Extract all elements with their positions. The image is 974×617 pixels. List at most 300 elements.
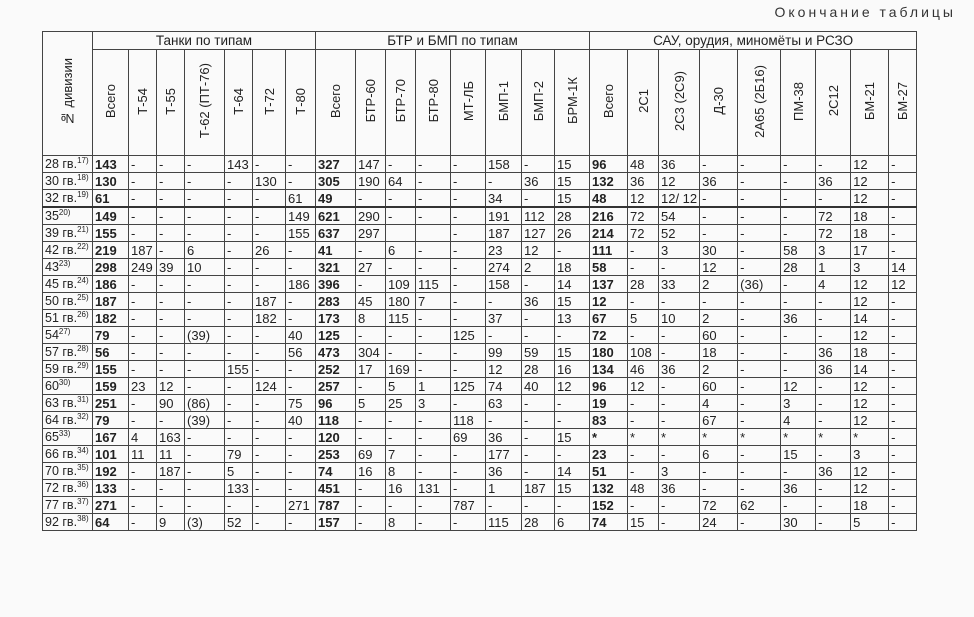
division-name: 65 [45, 429, 59, 444]
table-cell: - [738, 446, 781, 463]
column-header-label: Т-80 [293, 87, 308, 115]
division-cell [43, 361, 93, 378]
table-cell: - [286, 173, 316, 190]
table-cell: * [628, 429, 659, 446]
table-cell: - [700, 463, 738, 480]
division-name: 59 гв. [45, 361, 78, 376]
total-cell: 118 [316, 412, 356, 429]
column-header-label: БМ-27 [895, 81, 911, 121]
table-cell: - [451, 361, 486, 378]
table-cell: - [522, 446, 555, 463]
column-header [486, 50, 522, 156]
table-cell: - [889, 344, 917, 361]
table-cell: - [416, 361, 451, 378]
table-cell: - [889, 412, 917, 429]
total-cell: 305 [316, 173, 356, 190]
table-cell [416, 225, 451, 242]
column-header-label: Т-54 [135, 87, 150, 115]
table-cell: 36 [781, 310, 816, 327]
total-cell: 41 [316, 242, 356, 259]
table-cell: - [356, 276, 386, 293]
table-cell: 290 [356, 207, 386, 225]
table-cell: 54 [659, 207, 700, 225]
table-cell: - [486, 327, 522, 344]
table-cell: 63 [486, 395, 522, 412]
division-name: 70 гв. [45, 463, 78, 478]
table-cell: - [700, 480, 738, 497]
table-cell: - [522, 156, 555, 173]
table-cell: 5 [628, 310, 659, 327]
table-cell: - [451, 242, 486, 259]
table-row [43, 207, 917, 225]
column-header [356, 50, 386, 156]
table-cell: 6 [555, 514, 590, 531]
table-cell: 72 [700, 497, 738, 514]
total-cell: 96 [316, 395, 356, 412]
table-cell: - [451, 293, 486, 310]
table-cell: 190 [356, 173, 386, 190]
footnote-ref: 36) [77, 479, 89, 489]
table-caption: Окончание таблицы [774, 4, 956, 20]
total-cell: 74 [590, 514, 628, 531]
table-cell: - [225, 242, 253, 259]
footnote-ref: 18) [77, 172, 89, 182]
table-cell: - [700, 207, 738, 225]
table-cell: 5 [851, 514, 889, 531]
table-cell: 12 [781, 378, 816, 395]
table-cell: - [816, 293, 851, 310]
table-row [43, 514, 917, 531]
total-cell: 23 [590, 446, 628, 463]
table-cell: - [386, 259, 416, 276]
column-header-label: МТ-ЛБ [460, 80, 476, 122]
table-cell: * [781, 429, 816, 446]
division-name: 30 гв. [45, 173, 78, 188]
table-cell: 99 [486, 344, 522, 361]
table-cell: - [555, 412, 590, 429]
table-cell: - [451, 480, 486, 497]
table-cell: 56 [286, 344, 316, 361]
table-cell: * [700, 429, 738, 446]
table-cell: - [781, 276, 816, 293]
division-cell [43, 446, 93, 463]
table-cell: 12 [851, 463, 889, 480]
table-cell: - [781, 497, 816, 514]
table-row [43, 463, 917, 480]
table-cell: 30 [781, 514, 816, 531]
table-cell: - [129, 480, 157, 497]
table-cell: - [738, 480, 781, 497]
footnote-ref: 30) [58, 377, 71, 387]
table-cell: 79 [225, 446, 253, 463]
total-cell: 61 [93, 190, 129, 208]
table-cell: - [522, 276, 555, 293]
table-cell: * [851, 429, 889, 446]
division-name: 64 гв. [45, 412, 78, 427]
table-cell: - [816, 310, 851, 327]
table-cell: 60 [700, 327, 738, 344]
table-cell: - [253, 276, 286, 293]
total-cell: 137 [590, 276, 628, 293]
division-cell [43, 412, 93, 429]
table-cell: - [451, 310, 486, 327]
table-cell: 12/ 12 [659, 190, 700, 208]
total-cell: 132 [590, 173, 628, 190]
table-cell: 14 [555, 463, 590, 480]
division-header-spacer [43, 32, 93, 156]
table-cell: - [185, 156, 225, 173]
table-cell: - [157, 173, 185, 190]
table-cell: - [628, 497, 659, 514]
footnote-ref: 29) [77, 360, 89, 370]
total-cell: 173 [316, 310, 356, 327]
table-cell: - [816, 395, 851, 412]
table-cell: 274 [486, 259, 522, 276]
table-cell: - [386, 207, 416, 225]
division-name: 45 гв. [45, 276, 78, 291]
table-cell: - [486, 497, 522, 514]
table-cell: - [185, 429, 225, 446]
table-cell: 2 [522, 259, 555, 276]
table-cell: - [157, 242, 185, 259]
table-cell: 12 [851, 173, 889, 190]
column-header [738, 50, 781, 156]
total-cell: 257 [316, 378, 356, 395]
table-row [43, 276, 917, 293]
table-row [43, 497, 917, 514]
table-cell: 36 [659, 156, 700, 173]
column-header-label: БМ-21 [862, 81, 878, 121]
column-header-label: № дивизии [60, 57, 75, 127]
table-row [43, 190, 917, 208]
table-cell: - [738, 242, 781, 259]
column-header [185, 50, 225, 156]
table-cell: - [225, 412, 253, 429]
table-cell: 4 [816, 276, 851, 293]
table-cell: 12 [555, 378, 590, 395]
table-row [43, 395, 917, 412]
table-cell: 2 [700, 276, 738, 293]
table-cell: - [416, 207, 451, 225]
table-cell: 26 [555, 225, 590, 242]
table-cell: 40 [522, 378, 555, 395]
table-cell: - [555, 242, 590, 259]
division-cell [43, 156, 93, 173]
table-cell: - [129, 327, 157, 344]
table-row [43, 293, 917, 310]
table-cell: - [286, 259, 316, 276]
table-cell: - [185, 173, 225, 190]
table-cell: - [889, 446, 917, 463]
table-cell: - [225, 429, 253, 446]
table-cell: - [628, 259, 659, 276]
total-cell: 79 [93, 327, 129, 344]
table-cell: - [889, 463, 917, 480]
table-cell: 304 [356, 344, 386, 361]
division-name: 39 гв. [45, 225, 78, 240]
table-cell: - [129, 207, 157, 225]
table-cell: - [225, 225, 253, 242]
total-cell: 251 [93, 395, 129, 412]
total-cell: 149 [93, 207, 129, 225]
table-cell: - [416, 497, 451, 514]
table-cell: 14 [851, 361, 889, 378]
table-cell: 115 [486, 514, 522, 531]
table-cell: 36 [816, 173, 851, 190]
footnote-ref: 21) [77, 224, 89, 234]
table-cell: 249 [129, 259, 157, 276]
table-cell: (39) [185, 327, 225, 344]
table-cell: - [555, 497, 590, 514]
table-cell: 16 [555, 361, 590, 378]
division-cell [43, 480, 93, 497]
table-cell: 271 [286, 497, 316, 514]
total-cell: 298 [93, 259, 129, 276]
column-header-label: 2С12 [825, 85, 841, 117]
table-cell: - [738, 293, 781, 310]
table-cell: 23 [486, 242, 522, 259]
table-cell: - [889, 429, 917, 446]
table-cell: 3 [781, 395, 816, 412]
footnote-ref: 24) [77, 275, 89, 285]
division-name: 32 гв. [45, 190, 78, 205]
table-cell: 125 [451, 327, 486, 344]
table-cell: 39 [157, 259, 185, 276]
table-cell: - [659, 395, 700, 412]
table-cell: 12 [889, 276, 917, 293]
total-cell: 155 [93, 225, 129, 242]
table-cell: 187 [129, 242, 157, 259]
table-cell: - [157, 412, 185, 429]
table-cell: 15 [555, 429, 590, 446]
total-cell: 219 [93, 242, 129, 259]
table-cell: - [286, 293, 316, 310]
table-cell: - [225, 293, 253, 310]
table-cell: 59 [522, 344, 555, 361]
table-cell: - [816, 378, 851, 395]
table-cell: (39) [185, 412, 225, 429]
table-cell: - [659, 344, 700, 361]
table-cell: - [416, 446, 451, 463]
total-cell: 396 [316, 276, 356, 293]
table-cell: 118 [451, 412, 486, 429]
table-cell: 2 [700, 361, 738, 378]
total-cell: 49 [316, 190, 356, 208]
table-cell: - [522, 327, 555, 344]
table-cell: 3 [851, 259, 889, 276]
table-row [43, 446, 917, 463]
table-row [43, 480, 917, 497]
table-cell: - [738, 310, 781, 327]
column-header [659, 50, 700, 156]
table-row [43, 344, 917, 361]
table-cell: 74 [486, 378, 522, 395]
table-cell: - [781, 207, 816, 225]
table-cell: - [522, 429, 555, 446]
table-cell: - [781, 173, 816, 190]
table-cell: - [416, 156, 451, 173]
table-cell: 187 [486, 225, 522, 242]
table-cell: - [889, 378, 917, 395]
table-cell: * [816, 429, 851, 446]
table-cell: 12 [851, 190, 889, 208]
total-cell: 83 [590, 412, 628, 429]
table-cell: - [889, 310, 917, 327]
table-cell: 12 [628, 190, 659, 208]
table-cell: 180 [386, 293, 416, 310]
table-cell: 33 [659, 276, 700, 293]
table-cell: 12 [157, 378, 185, 395]
table-cell: 12 [851, 156, 889, 173]
table-cell: 15 [555, 344, 590, 361]
total-cell: 253 [316, 446, 356, 463]
footnote-ref: 22) [77, 241, 89, 251]
table-cell: - [129, 361, 157, 378]
table-cell: 18 [851, 344, 889, 361]
table-cell: - [889, 395, 917, 412]
division-name: 42 гв. [45, 242, 78, 257]
table-cell: - [185, 276, 225, 293]
table-cell: 12 [851, 378, 889, 395]
table-cell: - [889, 514, 917, 531]
table-cell: * [659, 429, 700, 446]
table-cell: - [185, 190, 225, 208]
table-cell: 67 [700, 412, 738, 429]
table-cell: - [253, 259, 286, 276]
table-cell: 13 [555, 310, 590, 327]
table-cell: 28 [522, 361, 555, 378]
table-cell: - [738, 344, 781, 361]
division-cell [43, 207, 93, 225]
table-cell: 17 [851, 242, 889, 259]
table-cell: 163 [157, 429, 185, 446]
table-cell: - [356, 412, 386, 429]
division-name: 57 гв. [45, 344, 78, 359]
table-row [43, 242, 917, 259]
table-cell: - [738, 225, 781, 242]
table-cell: - [356, 514, 386, 531]
table-cell: - [129, 276, 157, 293]
table-cell: - [451, 514, 486, 531]
table-cell: - [628, 293, 659, 310]
table-cell: 15 [781, 446, 816, 463]
table-cell: 12 [851, 480, 889, 497]
table-cell: - [253, 514, 286, 531]
table-cell: 15 [555, 156, 590, 173]
total-cell: 321 [316, 259, 356, 276]
table-cell: 52 [225, 514, 253, 531]
total-cell: 192 [93, 463, 129, 480]
table-cell: - [738, 361, 781, 378]
total-cell: 155 [93, 361, 129, 378]
table-cell: 8 [386, 514, 416, 531]
table-cell: - [253, 156, 286, 173]
table-cell: - [889, 190, 917, 208]
total-cell: 182 [93, 310, 129, 327]
total-cell: 152 [590, 497, 628, 514]
table-cell: 133 [225, 480, 253, 497]
column-header [889, 50, 917, 156]
table-cell: - [451, 225, 486, 242]
table-cell: - [286, 242, 316, 259]
table-row [43, 378, 917, 395]
column-header-label: Т-55 [163, 87, 178, 115]
table-cell: - [157, 310, 185, 327]
division-cell [43, 378, 93, 395]
total-cell: 12 [590, 293, 628, 310]
table-cell: 158 [486, 276, 522, 293]
table-cell: 3 [816, 242, 851, 259]
table-cell: - [356, 429, 386, 446]
table-cell [386, 225, 416, 242]
table-cell: 182 [253, 310, 286, 327]
table-cell: 2 [700, 310, 738, 327]
table-cell: - [185, 497, 225, 514]
table-cell: - [225, 497, 253, 514]
table-cell: 3 [659, 242, 700, 259]
total-cell: 473 [316, 344, 356, 361]
group-header-row [43, 32, 917, 50]
division-cell [43, 344, 93, 361]
table-cell: - [253, 480, 286, 497]
table-cell: 112 [522, 207, 555, 225]
column-header-label: Всего [601, 83, 616, 119]
total-cell: 787 [316, 497, 356, 514]
table-cell: 18 [851, 497, 889, 514]
table-row [43, 412, 917, 429]
table-cell: - [286, 463, 316, 480]
column-header-label: Всего [103, 83, 118, 119]
table-cell: - [889, 497, 917, 514]
table-cell: - [628, 327, 659, 344]
column-header-row [43, 50, 917, 156]
column-header [416, 50, 451, 156]
table-cell: - [129, 293, 157, 310]
table-cell: - [129, 310, 157, 327]
table-cell: 6 [185, 242, 225, 259]
table-cell: - [157, 327, 185, 344]
group-header: Танки по типам [93, 32, 316, 50]
column-header-label: БТР-60 [363, 79, 378, 123]
table-cell: - [157, 276, 185, 293]
table-cell: 155 [286, 225, 316, 242]
table-cell: 3 [851, 446, 889, 463]
table-cell: 4 [781, 412, 816, 429]
table-cell: 15 [555, 173, 590, 190]
total-cell: 143 [93, 156, 129, 173]
table-cell: 10 [659, 310, 700, 327]
table-cell: 4 [700, 395, 738, 412]
table-cell: - [738, 156, 781, 173]
table-cell: - [386, 429, 416, 446]
total-cell: 283 [316, 293, 356, 310]
table-row [43, 173, 917, 190]
table-cell: - [451, 207, 486, 225]
table-cell: - [225, 395, 253, 412]
table-cell: 37 [486, 310, 522, 327]
table-cell: - [700, 293, 738, 310]
table-cell: - [416, 429, 451, 446]
total-cell: 56 [93, 344, 129, 361]
table-cell: - [253, 463, 286, 480]
total-cell: 180 [590, 344, 628, 361]
total-cell: 48 [590, 190, 628, 208]
column-header [816, 50, 851, 156]
division-name: 92 гв. [45, 514, 78, 529]
total-cell: 327 [316, 156, 356, 173]
column-header-label: 2С1 [635, 89, 651, 113]
table-cell: - [129, 173, 157, 190]
